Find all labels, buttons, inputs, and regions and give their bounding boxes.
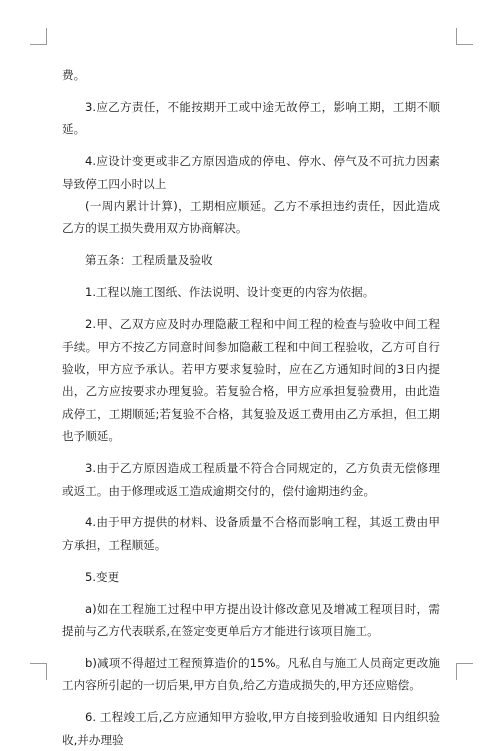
crop-mark-bottom-left bbox=[30, 663, 47, 680]
paragraph: 5.变更 bbox=[85, 569, 120, 584]
document-body bbox=[62, 64, 440, 751]
crop-mark-top-left bbox=[30, 28, 47, 45]
paragraph: 4.应设计变更或非乙方原因造成的停电、停水、停气及不可抗力因素导致停工四小时以上 bbox=[62, 154, 440, 191]
paragraph: a)如在工程施工过程中甲方提出设计修改意见及增减工程项目时，需提前与乙方代表联系,在签定变更单后方才能进行该项目施工。 bbox=[62, 601, 440, 639]
paragraph: (一周内累计计算)，工期相应顺延。乙方不承担违约责任，因此造成乙方的误工损失费用双方协商解决。 bbox=[62, 199, 440, 236]
paragraph: 3.应乙方责任，不能按期开工或中途无故停工，影响工期，工期不顺延。 bbox=[62, 99, 440, 137]
crop-mark-bottom-right bbox=[456, 663, 473, 680]
paragraph: 6. 工程竣工后,乙方应通知甲方验收,甲方自接到验收通知 日内组织验收,并办理验 bbox=[62, 710, 440, 747]
paragraph: 2.甲、乙双方应及时办理隐蔽工程和中间工程的检查与验收中间工程手续。甲方不按乙方同意时间参加隐蔽工程和中间工程验收，乙方可自行验收，甲方应予承认。若甲方要求复验时，应在乙方通知时间的3日内提出，乙方应按要求办理复验。若复验合格，甲方应承担复验费用，由此造成停工，工期顺延;若复验不合格，其复验及返工费用由乙方承担，但工期也予顺延。 bbox=[62, 317, 440, 444]
paragraph: 费。 bbox=[62, 68, 86, 82]
paragraph: 4.由于甲方提供的材料、设备质量不合格而影响工程，其返工费由甲方承担，工程顺延。 bbox=[62, 515, 440, 552]
paragraph: 1.工程以施工图纸、作法说明、设计变更的内容为依据。 bbox=[85, 285, 375, 300]
crop-mark-top-right bbox=[456, 28, 473, 45]
section-heading: 第五条：工程质量及验收 bbox=[85, 253, 213, 268]
paragraph: b)减项不得超过工程预算造价的15%。凡私自与施工人员商定更改施工内容所引起的一切后果,甲方自负,给乙方造成损失的,甲方还应赔偿。 bbox=[62, 655, 440, 693]
paragraph: 3.由于乙方原因造成工程质量不符合合同规定的，乙方负责无偿修理或返工。由于修理或返工造成逾期交付的，偿付逾期违约金。 bbox=[62, 461, 440, 498]
